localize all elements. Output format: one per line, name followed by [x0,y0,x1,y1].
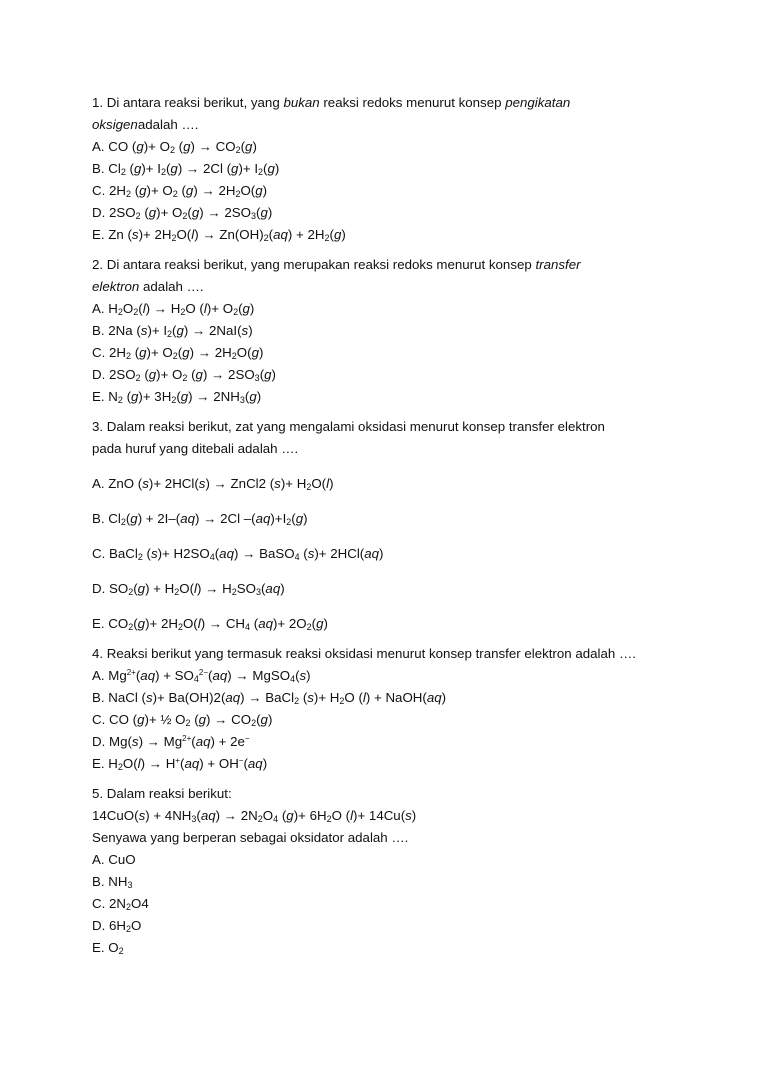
document-page [92,92,712,967]
question-3-option-b: B. $Cl_2(g) + 2I-(aq) \to 2Cl$ $-(aq)+I_2(g)$ [92,511,308,527]
question-1-stem-line-2: oksigenadalah …. [92,117,199,132]
question-5-option-e: E. $O_2$ [92,940,124,956]
question-1-option-b: B. $Cl_2$ $(g)+ I_2(g) \to 2Cl$ $(g)+ I_2(g)$ [92,161,280,177]
question-1-option-a: A. CO $(g)+ O_2$ $(g) \to CO_2(g)$ [92,139,257,155]
question-5-option-a: A. CuO [92,852,136,867]
question-3 [92,416,712,635]
question-2 [92,254,712,408]
question-2-option-c: C. $2H_2$ $(g)+ O_2(g) \to 2H_2O(g)$ [92,345,264,361]
question-3-option-d: D. $SO_2(g) + H_2O(l) \to H_2SO_3(aq)$ [92,581,285,597]
question-3-option-c: C. BaCl$_2$ $(s)+ H2SO_4(aq)$ → BaSO$_4$ (s)+ 2HCl(aq) [92,546,384,562]
question-4 [92,643,712,775]
question-5 [92,783,712,959]
question-5-option-c: C. $2N_2O4$ [92,896,149,912]
question-4-option-a: A. $Mg^{2+}(aq) + SO_4^{2-}(aq)$ → MgSO$_4$(s) [92,668,311,684]
question-3-option-a: A. ZnO (s)+ 2HCl(s) → ZnCl2 $(s)+ H_2O(l)$ [92,476,334,492]
question-5-stem-line-3: Senyawa yang berperan sebagai oksidator adalah …. [92,830,409,845]
question-1-option-d: D. $2SO_2$ $(g)+ O_2(g) \to 2SO_3(g)$ [92,205,273,221]
question-2-option-d: D. $2SO_2$ $(g)+ O_2$ $(g) \to 2SO_3(g)$ [92,367,276,383]
question-2-stem-line-2: elektron adalah …. [92,279,204,294]
question-4-option-d: D. $Mg(s) \to Mg^{2+}(aq) + 2e^-$ [92,734,250,749]
question-2-option-e: E. $N_2$ $(g)+ 3H_2(g) \to 2NH_3(g)$ [92,389,262,405]
question-5-option-d: D. $6H_2O$ [92,918,142,934]
question-4-option-c: C. CO (g)+ ½ $O_2$ $(g) \to CO_2(g)$ [92,712,273,728]
question-1-option-c: C. $2H_2$ $(g)+ O_2$ $(g) \to 2H_2O(g)$ [92,183,268,199]
question-4-option-b: B. NaCl (s)+ Ba(OH)2(aq) → BaCl$_2$ $(s)+ H_2O$ (l) + NaOH(aq) [92,690,447,706]
question-1-option-e: E. Zn $(s)+ 2H_2O(l) \to Zn(OH)_2(aq) + 2H_2(g)$ [92,227,346,243]
question-4-stem-line-1: 4. Reaksi berikut yang termasuk reaksi oksidasi menurut konsep transfer elektron adalah …. [92,646,636,661]
question-2-option-a: A. $H_2O_2(l) \to H_2O$ $(l)+ O_2(g)$ [92,301,255,317]
question-3-stem-line-2: pada huruf yang ditebali adalah …. [92,441,299,456]
question-3-option-e: E. $CO_2(g)+ 2H_2O(l) \to CH_4$ $(aq)+ 2O_2(g)$ [92,616,328,632]
question-5-reaction-line: $14CuO(s) + 4NH_3(aq) \to 2N_2O_4$ $(g)+ 6H_2O$ (l)+ 14Cu(s) [92,808,417,824]
question-2-option-b: B. 2Na $(s)+ I_2(g) \to 2NaI(s)$ [92,323,253,339]
question-1-stem-line-1: 1. Di antara reaksi berikut, yang bukan reaksi redoks menurut konsep pengikatan [92,95,571,110]
question-5-stem-line-1: 5. Dalam reaksi berikut: [92,786,232,801]
question-2-stem-line-1: 2. Di antara reaksi berikut, yang merupakan reaksi redoks menurut konsep transfer [92,257,581,272]
question-4-option-e: E. $H_2O(l) \to H^+(aq) + OH^-(aq)$ [92,756,268,772]
question-5-option-b: B. $NH_3$ [92,874,133,890]
question-1 [92,92,712,246]
question-3-stem-line-1: 3. Dalam reaksi berikut, zat yang mengalami oksidasi menurut konsep transfer elektron [92,419,605,434]
